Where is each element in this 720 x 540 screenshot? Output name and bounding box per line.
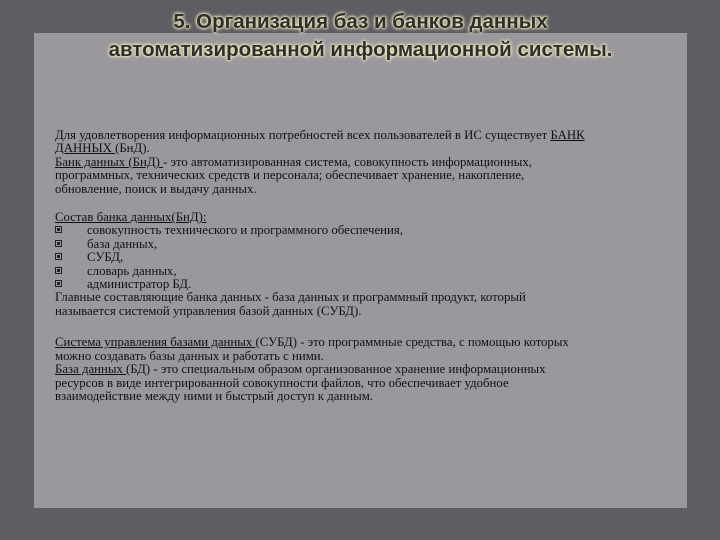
checkbox-bullet-icon [55, 226, 62, 233]
term-bank-data: БАНК [550, 128, 585, 142]
definition-paragraph [55, 129, 680, 196]
composition-section [55, 211, 680, 318]
term-dbms: Система управления базами данных [55, 335, 256, 350]
term-bnd: Банк данных (БнД) [55, 154, 164, 169]
checkbox-bullet-icon [55, 253, 62, 260]
text-line: (БнД). [115, 141, 150, 156]
composition-heading: Состав банка данных(БнД): [55, 210, 207, 225]
list-item: словарь данных, [55, 265, 680, 278]
slide-title-line1: 5. Организация баз и банков данных [173, 10, 548, 33]
list-item: администратор БД. [55, 278, 680, 291]
list-item: СУБД, [55, 251, 680, 264]
term-database: База данных [55, 362, 127, 377]
text-line: - это автоматизированная система, совокупность информационных, [163, 154, 532, 169]
checkbox-bullet-icon [55, 280, 62, 287]
checkbox-bullet-icon [55, 240, 62, 247]
term-bank-data-cont: ДАННЫХ [55, 141, 116, 156]
text-line: обновление, поиск и выдачу данных. [55, 181, 257, 196]
dbms-paragraph [55, 336, 680, 403]
text-line: взаимодействие между ними и быстрый доступ к данным. [55, 388, 374, 403]
text-line: (БД) - это специальным образом организованное хранение информационных [126, 362, 546, 377]
slide-title [34, 8, 687, 64]
text-line: называется системой управления базой данных (СУБД). [55, 303, 362, 318]
slide-title-line2: автоматизированной информационной системы. [108, 38, 613, 61]
text-line: ресурсов в виде интегрированной совокупности файлов, что обеспечивает удобное [55, 375, 509, 390]
text-line: Главные составляющие банка данных - база данных и программный продукт, который [55, 290, 526, 305]
text-line: (СУБД) - это программные средства, с помощью которых [255, 335, 569, 350]
checkbox-bullet-icon [55, 267, 62, 274]
list-item: совокупность технического и программного обеспечения, [55, 224, 680, 237]
list-item: база данных, [55, 238, 680, 251]
text-line: Для удовлетворения информационных потребностей всех пользователей в ИС существует [55, 128, 551, 142]
slide-body [55, 129, 680, 403]
text-line: программных, технических средств и персонала; обеспечивает хранение, накопление, [55, 168, 525, 183]
text-line: можно создавать базы данных и работать с ними. [55, 348, 324, 363]
